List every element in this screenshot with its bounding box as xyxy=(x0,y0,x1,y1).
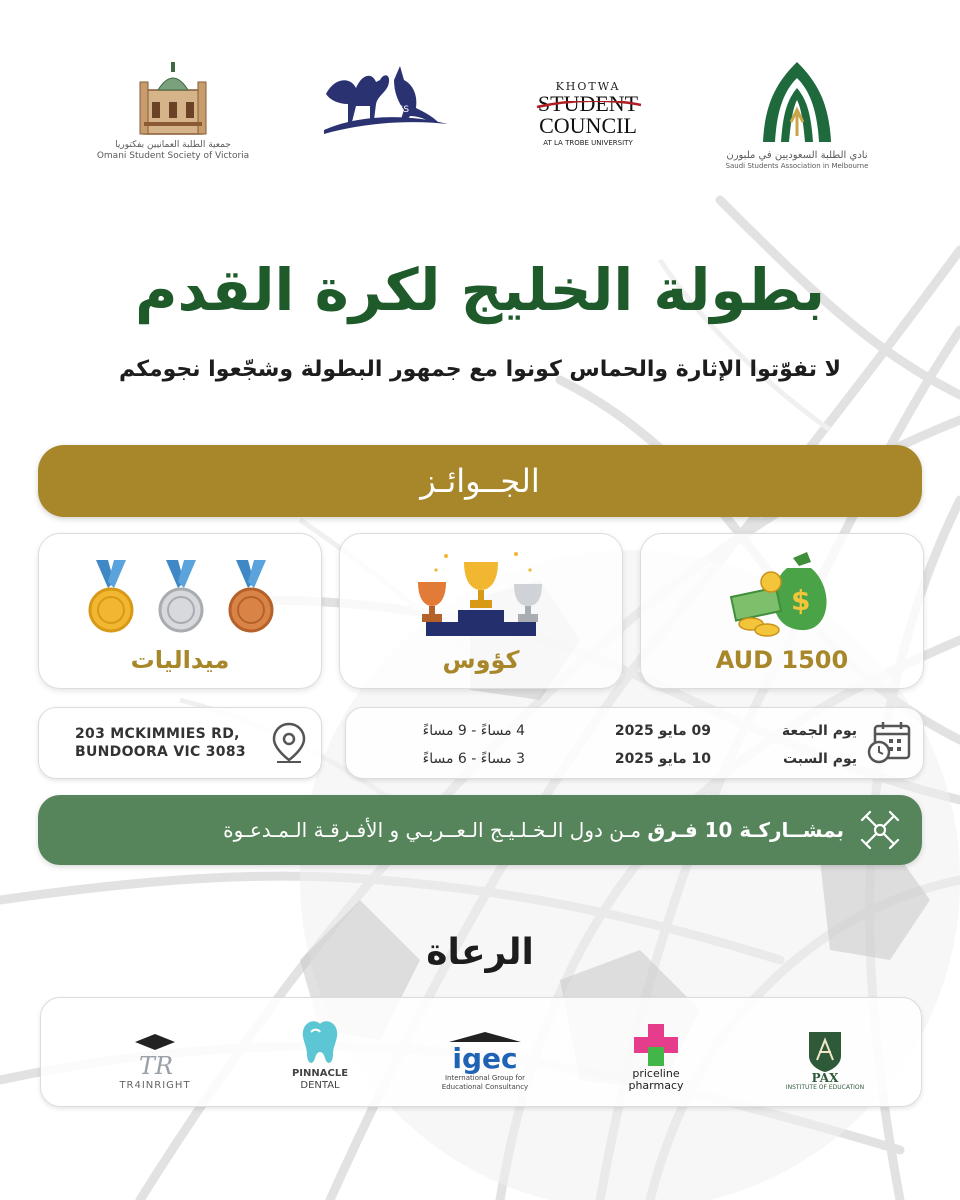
medals-label: ميداليات xyxy=(130,646,230,674)
sponsor-igec xyxy=(430,1012,540,1092)
pharmacy-cross-icon xyxy=(631,1022,681,1068)
schedule-card xyxy=(345,707,924,779)
teamwork-hands-icon xyxy=(858,808,902,852)
graduation-cap-icon xyxy=(125,1032,185,1080)
schedule-time-2: 3 مساءً - 6 مساءً xyxy=(422,751,525,767)
teams-count-text: بمشــاركـة 10 فـرق xyxy=(647,818,844,842)
schedule-time-1: 4 مساءً - 9 مساءً xyxy=(422,723,525,739)
khotwa-swoosh-icon xyxy=(533,101,643,109)
trophies-podium-icon xyxy=(406,548,556,638)
tooth-icon xyxy=(299,1018,341,1068)
teams-description-text: مـن دول الـخـلـيـج الـعــربـي و الأفـرقـة الـمـدعـوة xyxy=(223,818,642,842)
gold-cup-icon xyxy=(464,562,498,608)
location-card xyxy=(38,707,322,779)
omani-logo-english: Omani Student Society of Victoria xyxy=(96,151,250,161)
mosque-building-icon xyxy=(138,60,208,140)
sponsor-pinnacle-dental xyxy=(270,1012,370,1092)
tr4inright-name: TR4INRIGHT xyxy=(119,1080,191,1091)
address-line-1: 203 MCKIMMIES RD, xyxy=(75,726,240,742)
prizes-header-text: الجــوائـز xyxy=(420,462,540,500)
silver-cup-icon xyxy=(514,584,542,622)
event-subtitle: لا تفوّتوا الإثارة والحماس كونوا مع جمهور البطولة وشجّعوا نجومكم xyxy=(118,357,842,382)
schedule-day-2: يوم السبت xyxy=(782,751,857,767)
sponsor-tr4inright xyxy=(105,1012,205,1092)
participating-teams-bar xyxy=(38,795,922,865)
igec-line-2: Educational Consultancy xyxy=(441,1083,529,1091)
pax-crest-icon xyxy=(805,1030,845,1072)
saudi-logo-english: Saudi Students Association in Melbourne xyxy=(725,162,869,170)
pax-subtitle: INSTITUTE OF EDUCATION xyxy=(785,1084,865,1091)
omani-logo-arabic: جمعية الطلبة العمانيين بفكتوريا xyxy=(115,140,231,150)
cash-prize-card xyxy=(640,533,924,689)
bronze-medal-icon xyxy=(230,560,272,631)
sponsor-pax-institute xyxy=(775,1012,875,1092)
pinnacle-name-1: PINNACLE xyxy=(291,1068,349,1079)
bronze-cup-icon xyxy=(418,582,446,622)
schedule-date-1: 09 مايو 2025 xyxy=(614,723,711,739)
priceline-name-2: pharmacy xyxy=(628,1079,684,1092)
camel-kangaroo-icon xyxy=(320,60,450,140)
sponsor-priceline-pharmacy xyxy=(606,1012,706,1092)
location-pin-icon xyxy=(271,722,307,764)
schedule-date-2: 10 مايو 2025 xyxy=(614,751,711,767)
event-title: بطولة الخليج لكرة القدم xyxy=(134,256,826,324)
omani-student-society-logo xyxy=(96,60,250,180)
kmss-logo xyxy=(320,60,450,180)
teams-text xyxy=(223,795,844,865)
cups-card xyxy=(339,533,623,689)
cups-label: كؤوس xyxy=(442,646,520,674)
pinnacle-name-2: DENTAL xyxy=(300,1080,340,1091)
pax-name: PAX xyxy=(811,1071,839,1085)
igec-logo-text: igec xyxy=(452,1042,518,1075)
saudi-students-association-logo xyxy=(722,60,872,180)
saudi-logo-arabic: نادي الطلبة السعوديين في ملبورن xyxy=(726,150,868,161)
igec-line-1: International Group for xyxy=(444,1074,526,1082)
calendar-clock-icon xyxy=(867,720,913,764)
sponsors-title: الرعاة xyxy=(426,932,534,973)
schedule-day-1: يوم الجمعة xyxy=(781,723,857,739)
priceline-name-1: priceline xyxy=(632,1067,680,1080)
medals-card xyxy=(38,533,322,689)
medals-icon xyxy=(80,558,280,638)
gold-medal-icon xyxy=(90,560,132,631)
svg-text:$: $ xyxy=(791,584,811,617)
address-line-2: BUNDOORA VIC 3083 xyxy=(75,744,246,760)
khotwa-sub-text: AT LA TROBE UNIVERSITY xyxy=(543,139,633,147)
cash-prize-label: AUD 1500 xyxy=(715,646,849,674)
kmss-logo-text: KMSS xyxy=(384,105,410,115)
money-bag-icon xyxy=(727,548,837,638)
svg-text:TR: TR xyxy=(139,1052,174,1080)
khotwa-line2: COUNCIL xyxy=(539,113,637,138)
prizes-header-bar xyxy=(38,445,922,517)
saudi-arch-emblem-icon xyxy=(757,60,837,150)
khotwa-top-text: KHOTWA xyxy=(555,80,621,93)
khotwa-student-council-logo xyxy=(528,80,648,200)
khotwa-line1: STUDENT xyxy=(537,91,639,116)
silver-medal-icon xyxy=(160,560,202,631)
